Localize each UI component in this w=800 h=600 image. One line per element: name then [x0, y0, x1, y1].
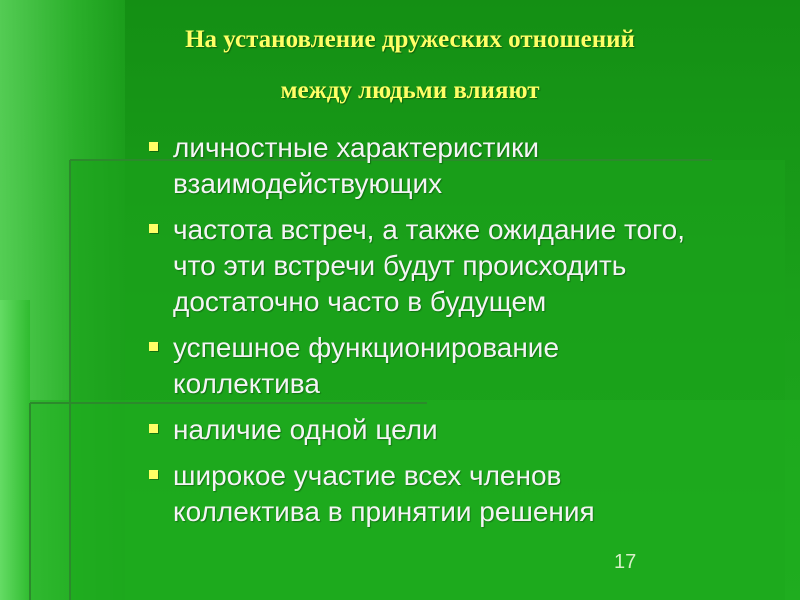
square-bullet-icon [149, 470, 158, 479]
bullet-text-line: успешное функционирование [173, 332, 560, 363]
bullet-text-line: что эти встречи будут происходить [173, 250, 627, 281]
square-bullet-icon [149, 424, 158, 433]
bullet-text-line: широкое участие всех членов [173, 460, 562, 491]
slide-title-line-1: На установление дружеских отношений [185, 26, 635, 53]
bullet-text-line: взаимодействующих [173, 168, 443, 199]
square-bullet-icon [149, 142, 158, 151]
bullet-list [145, 130, 785, 540]
slide-title [110, 14, 710, 116]
slide-number: 17 [614, 551, 637, 573]
bullet-item [145, 458, 785, 530]
bullet-text-line: достаточно часто в будущем [173, 286, 547, 317]
bullet-item [145, 412, 785, 448]
bullet-item [145, 130, 785, 202]
bullet-text-line: коллектива в принятии решения [173, 496, 595, 527]
slide-title-line-2: между людьми влияют [280, 77, 540, 104]
bullet-text-line: коллектива [173, 368, 320, 399]
square-bullet-icon [149, 224, 158, 233]
bullet-text-line: личностные характеристики [173, 132, 539, 163]
bullet-item [145, 330, 785, 402]
square-bullet-icon [149, 342, 158, 351]
bullet-item [145, 212, 785, 320]
bullet-text-line: наличие одной цели [173, 414, 438, 445]
bullet-text-line: частота встреч, а также ожидание того, [173, 214, 686, 245]
